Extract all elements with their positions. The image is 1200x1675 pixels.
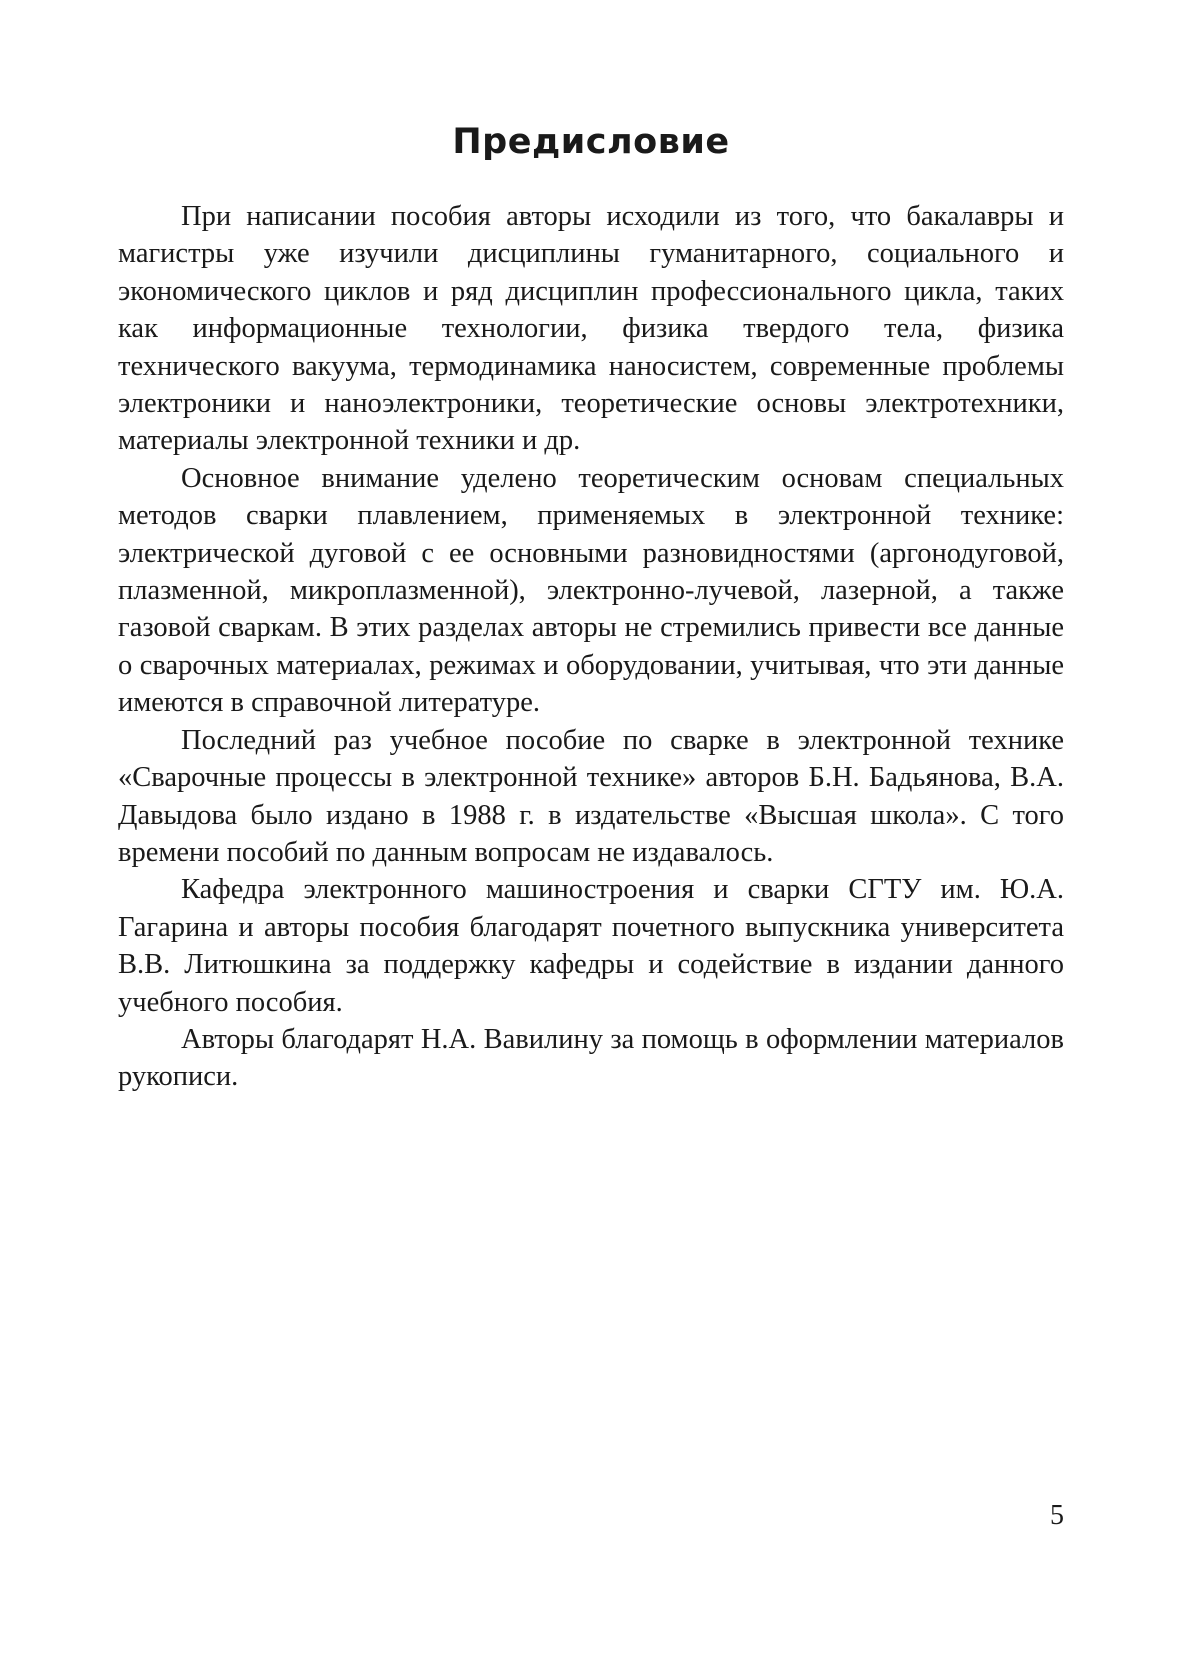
paragraph-3: Последний раз учебное пособие по сварке в электронной технике «Сварочные процессы в электронной технике» авторов Б.Н. Бадьянова, В.А. Давыдова было издано в 1988 г. в издательстве «Высшая школа». С того времени пособий по данным вопросам не издавалось. (118, 724, 1064, 868)
paragraph-5: Авторы благодарят Н.А. Вавилину за помощь в оформлении материалов рукописи. (118, 1023, 1064, 1093)
page-title: Предисловие (452, 122, 730, 162)
paragraph-4: Кафедра электронного машиностроения и сварки СГТУ им. Ю.А. Гагарина и авторы пособия благодарят почетного выпускника университета В.В. Литюшкина за поддержку кафедры и содействие в издании данного учебного пособия. (118, 874, 1064, 1018)
page-number: 5 (1050, 1500, 1064, 1531)
preface-body (118, 198, 1064, 1096)
document-page (118, 0, 1064, 1675)
paragraph-2: Основное внимание уделено теоретическим основам специальных методов сварки плавлением, применяемых в электронной технике: электрической дуговой с ее основными разновидностями (аргонодуговой, плазменной, микроплазменной), электронно-лучевой, лазерной, а также газовой сваркам. В этих разделах авторы не стремились привести все данные о сварочных материалах, режимах и оборудовании, учитывая, что эти данные имеются в справочной литературе. (118, 462, 1064, 719)
paragraph-1: При написании пособия авторы исходили из того, что бакалавры и магистры уже изучили дисциплины гуманитарного, социального и экономического циклов и ряд дисциплин профессионального цикла, таких как информационные технологии, физика твердого тела, физика технического вакуума, термодинамика наносистем, современные проблемы электроники и наноэлектроники, теоретические основы электротехники, материалы электронной техники и др. (118, 201, 1064, 457)
